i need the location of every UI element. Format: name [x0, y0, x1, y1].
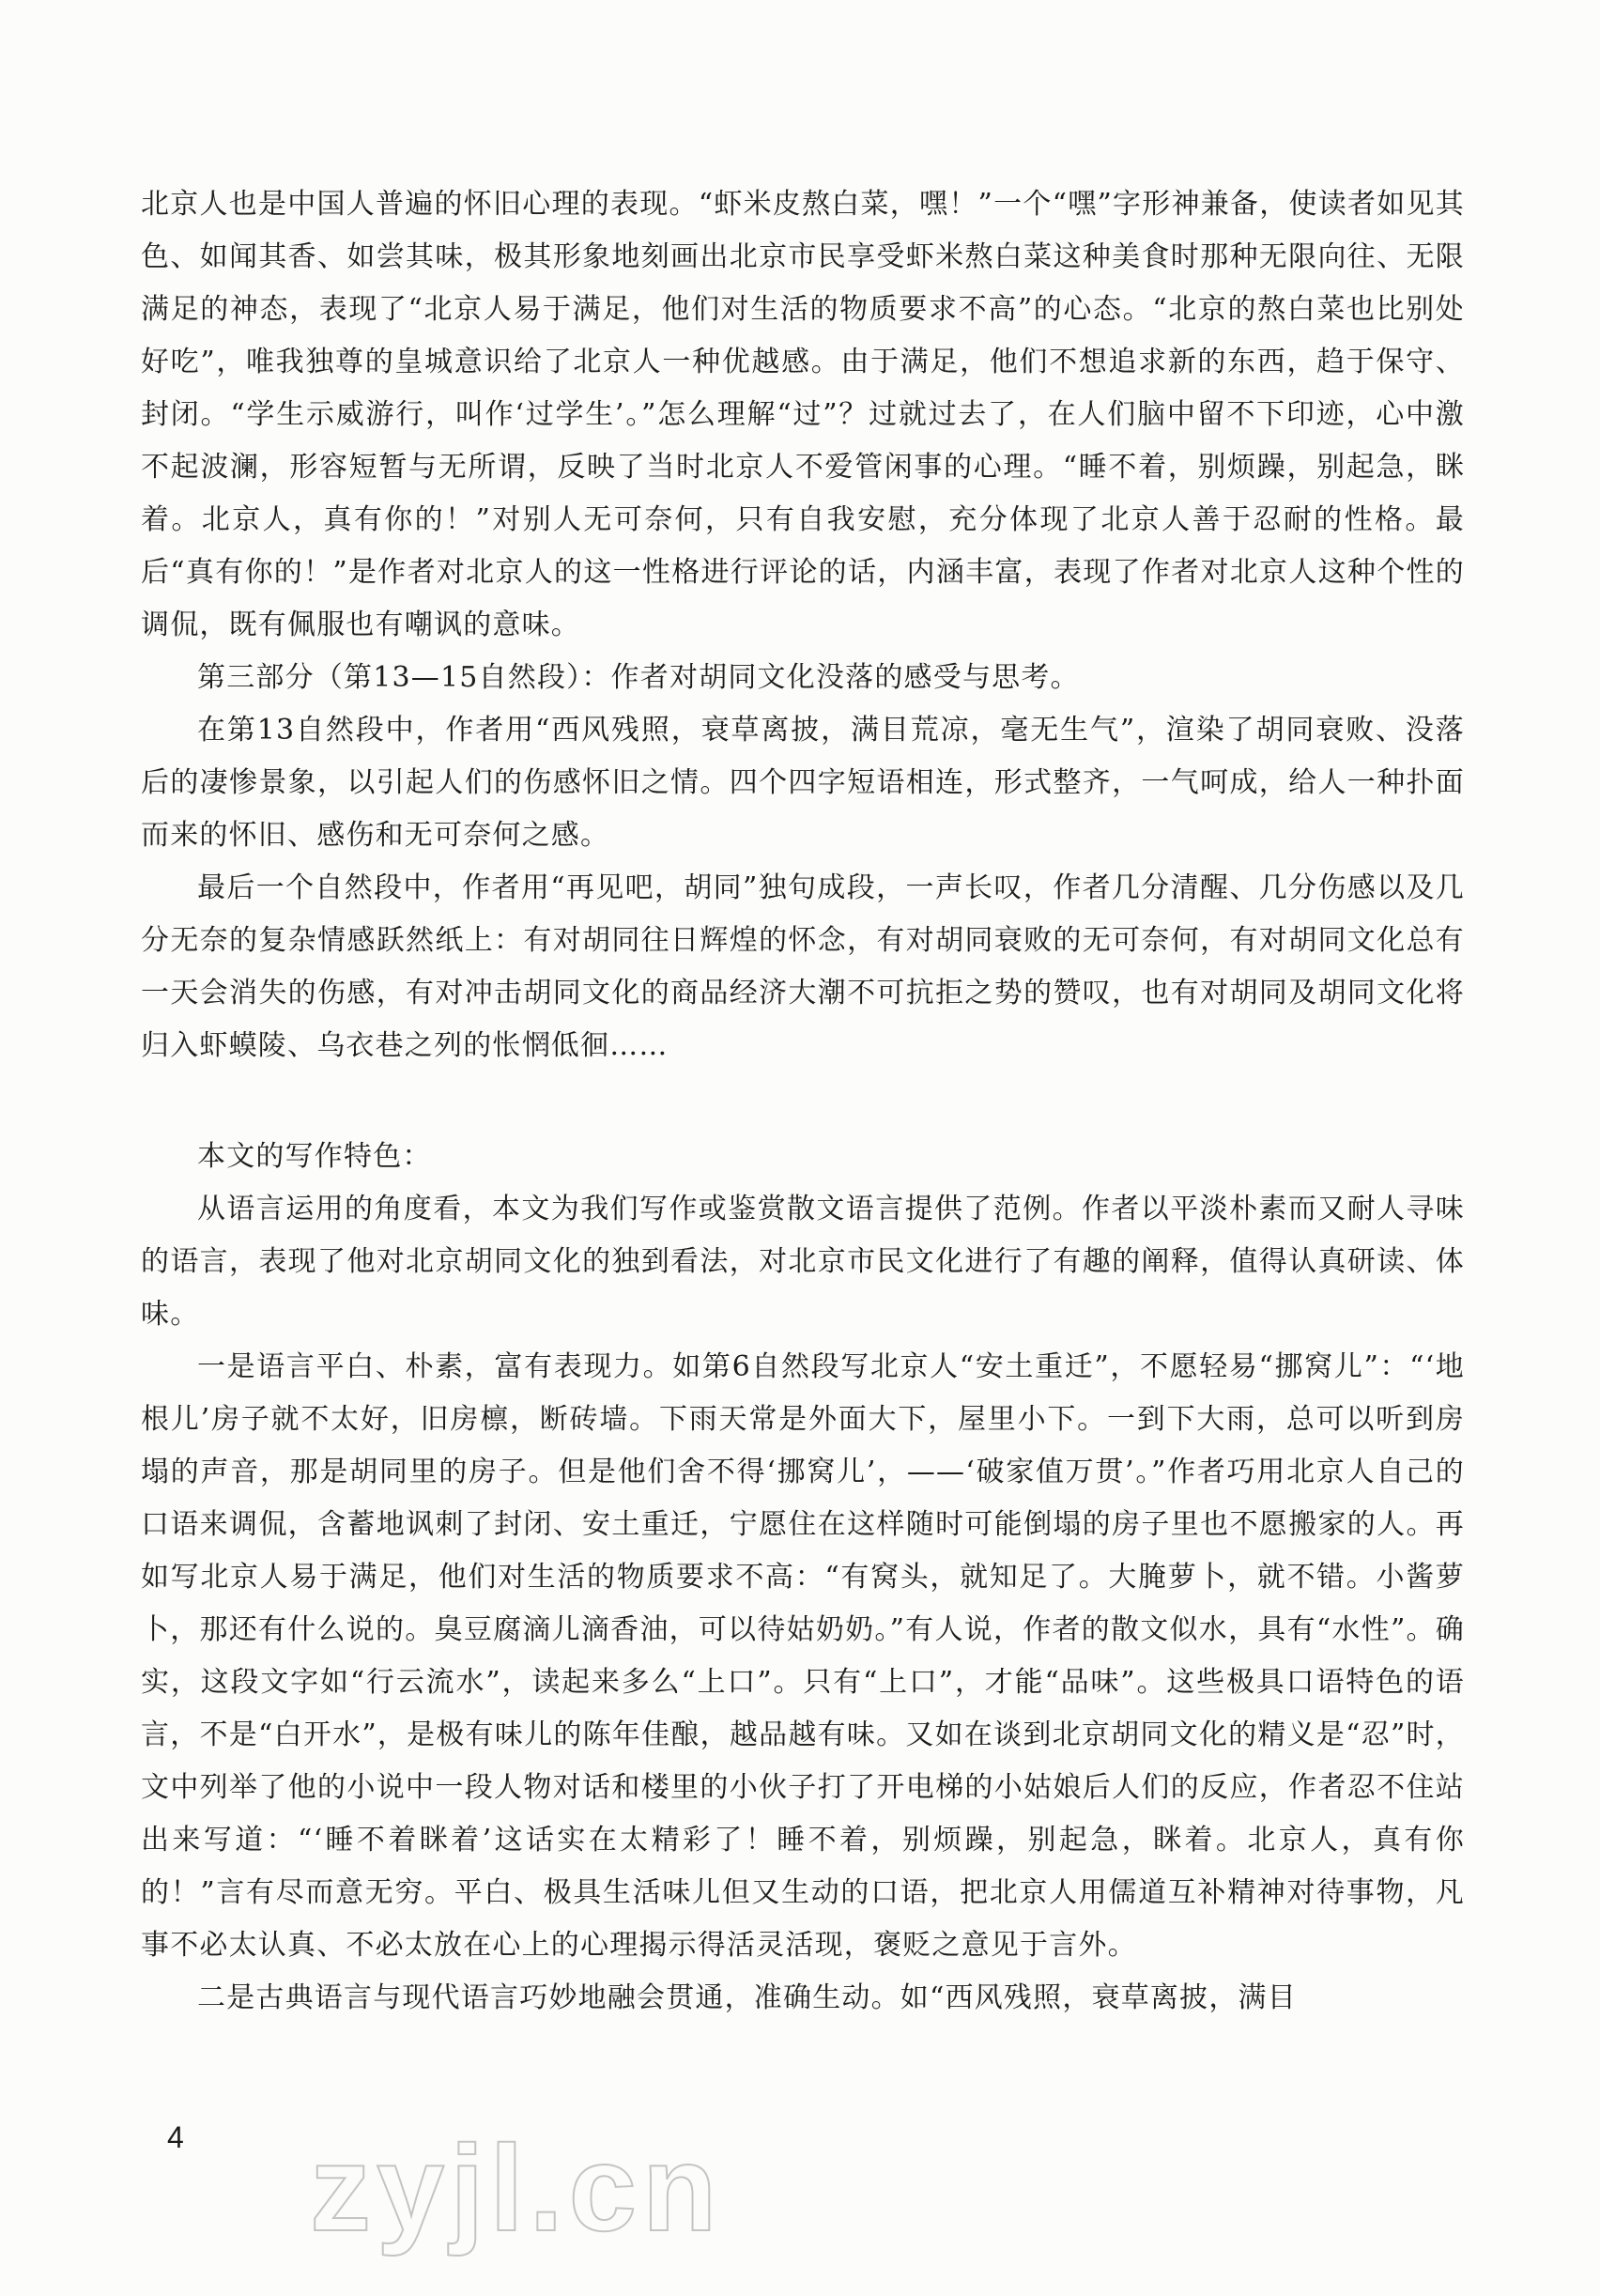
paragraph-last-section: 最后一个自然段中，作者用“再见吧，胡同”独句成段，一声长叹，作者几分清醒、几分伤感以及几分无奈的复杂情感跃然纸上：有对胡同往日辉煌的怀念，有对胡同衰败的无可奈何，有对胡同文化总有一天会消失的伤感，有对冲击胡同文化的商品经济大潮不可抗拒之势的赞叹，也有对胡同及胡同文化将归入虾蟆陵、乌衣巷之列的怅惘低徊…… [141, 871, 1465, 1062]
watermark-logo: zyjl.cn [310, 2119, 723, 2257]
section-three-heading: 第三部分（第13—15自然段）：作者对胡同文化没落的感受与思考。 [197, 661, 1080, 694]
page-number: 4 [167, 2120, 184, 2154]
paragraph-point-two: 二是古典语言与现代语言巧妙地融会贯通，准确生动。如“西风残照，衰草离披，满目 [197, 1981, 1297, 2014]
paragraph-section-13: 在第13自然段中，作者用“西风残照，衰草离披，满目荒凉，毫无生气”，渲染了胡同衰败、没落后的凄惨景象，以引起人们的伤感怀旧之情。四个四字短语相连，形式整齐，一气呵成，给人一种扑面而来的怀旧、感伤和无可奈何之感。 [141, 714, 1465, 852]
writing-features-heading: 本文的写作特色： [197, 1140, 432, 1173]
body-text [141, 178, 1465, 2025]
paragraph-point-one: 一是语言平白、朴素，富有表现力。如第6自然段写北京人“安土重迁”，不愿轻易“挪窝儿”：“‘地根儿’房子就不太好，旧房檩，断砖墙。下雨天常是外面大下，屋里小下。一到下大雨，总可以听到房塌的声音，那是胡同里的房子。但是他们舍不得‘挪窝儿’，——‘破家值万贯’。”作者巧用北京人自己的口语来调侃，含蓄地讽刺了封闭、安土重迁，宁愿住在这样随时可能倒塌的房子里也不愿搬家的人。再如写北京人易于满足，他们对生活的物质要求不高：“有窝头，就知足了。大腌萝卜，就不错。小酱萝卜，那还有什么说的。臭豆腐滴儿滴香油，可以待姑奶奶。”有人说，作者的散文似水，具有“水性”。确实，这段文字如“行云流水”，读起来多么“上口”。只有“上口”，才能“品味”。这些极具口语特色的语言，不是“白开水”，是极有味儿的陈年佳酿，越品越有味。又如在谈到北京胡同文化的精义是“忍”时，文中列举了他的小说中一段人物对话和楼里的小伙子打了开电梯的小姑娘后人们的反应，作者忍不住站出来写道：“‘睡不着眯着’这话实在太精彩了！睡不着，别烦躁，别起急，眯着。北京人，真有你的！”言有尽而意无穷。平白、极具生活味儿但又生动的口语，把北京人用儒道互补精神对待事物，凡事不必太认真、不必太放在心上的心理揭示得活灵活现，褒贬之意见于言外。 [141, 1350, 1465, 1962]
blank-line [141, 1072, 1465, 1131]
paragraph-language-overview: 从语言运用的角度看，本文为我们写作或鉴赏散文语言提供了范例。作者以平淡朴素而又耐人寻味的语言，表现了他对北京胡同文化的独到看法，对北京市民文化进行了有趣的阐释，值得认真研读、体味。 [141, 1193, 1465, 1331]
paragraph-continued: 北京人也是中国人普遍的怀旧心理的表现。“虾米皮熬白菜，嘿！”一个“嘿”字形神兼备，使读者如见其色、如闻其香、如尝其味，极其形象地刻画出北京市民享受虾米熬白菜这种美食时那种无限向往、无限满足的神态，表现了“北京人易于满足，他们对生活的物质要求不高”的心态。“北京的熬白菜也比别处好吃”，唯我独尊的皇城意识给了北京人一种优越感。由于满足，他们不想追求新的东西，趋于保守、封闭。“学生示威游行，叫作‘过学生’。”怎么理解“过”？过就过去了，在人们脑中留不下印迹，心中激不起波澜，形容短暂与无所谓，反映了当时北京人不爱管闲事的心理。“睡不着，别烦躁，别起急，眯着。北京人，真有你的！”对别人无可奈何，只有自我安慰，充分体现了北京人善于忍耐的性格。最后“真有你的！”是作者对北京人的这一性格进行评论的话，内涵丰富，表现了作者对北京人这种个性的调侃，既有佩服也有嘲讽的意味。 [141, 188, 1465, 641]
